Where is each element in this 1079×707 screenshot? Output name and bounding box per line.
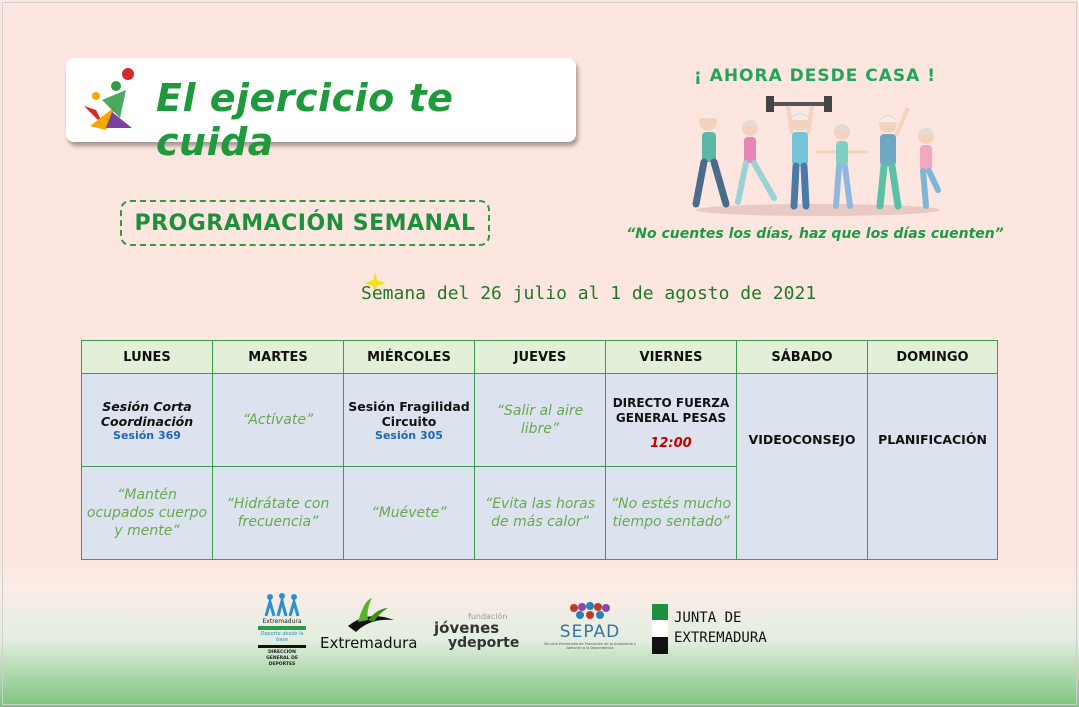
session-number: Sesión 369 xyxy=(113,428,181,442)
logo-text-line1: JUNTA DE xyxy=(674,610,742,626)
flag-icon xyxy=(652,604,668,654)
extremadura-deportes-logo xyxy=(256,592,308,674)
cell-sabado xyxy=(737,374,868,560)
cell-miercoles-session xyxy=(344,374,475,467)
logo-text xyxy=(674,608,767,648)
weekly-program-heading: PROGRAMACIÓN SEMANAL xyxy=(120,200,490,246)
session-title: Sesión Fragilidad Circuito xyxy=(348,398,470,429)
cell-jueves-tip xyxy=(475,374,606,467)
logo-text-line2: EXTREMADURA xyxy=(674,630,767,646)
cell-martes-tip-2 xyxy=(213,467,344,560)
table-row xyxy=(82,374,998,467)
logo-text-line1: jóvenes xyxy=(434,619,500,637)
logo-text: SEPAD xyxy=(559,622,621,642)
day-header-sabado: SÁBADO xyxy=(737,341,868,374)
cell-martes-tip xyxy=(213,374,344,467)
program-logo-box xyxy=(66,58,576,164)
fundacion-jovenes-deporte-logo xyxy=(434,612,534,652)
cell-viernes-live xyxy=(606,374,737,467)
bird-leaf-icon xyxy=(338,596,398,634)
tip-text: “Salir al aire libre” xyxy=(496,403,584,437)
tip-text: “Actívate” xyxy=(242,412,314,428)
logo-stripe xyxy=(258,645,306,648)
logo-text: Extremadura xyxy=(320,634,418,652)
session-title: Sesión Corta Coordinación xyxy=(100,398,194,429)
dots-cluster-icon xyxy=(568,602,612,622)
live-session-title: DIRECTO FUERZA GENERAL PESAS xyxy=(612,396,730,425)
cell-domingo xyxy=(868,374,998,560)
logo-stripe xyxy=(258,626,306,630)
motivational-quote: “No cuentes los días, haz que los días cuenten” xyxy=(626,226,1004,242)
live-session-time: 12:00 xyxy=(650,436,692,451)
day-header-martes: MARTES xyxy=(213,341,344,374)
cell-lunes-tip xyxy=(82,467,213,560)
day-header-miercoles: MIÉRCOLES xyxy=(344,341,475,374)
junta-extremadura-logo xyxy=(652,604,782,656)
tip-text: “No estés mucho tiempo sentado” xyxy=(610,496,732,530)
table-header-row xyxy=(82,341,998,374)
cell-jueves-tip-2 xyxy=(475,467,606,560)
tip-text: “Mantén ocupados cuerpo y mente” xyxy=(86,487,208,539)
logo-subtitle: DIRECCIÓN GENERAL DE DEPORTES xyxy=(266,650,298,667)
seniors-exercising-illustration xyxy=(690,94,946,218)
day-header-viernes: VIERNES xyxy=(606,341,737,374)
at-home-heading: ¡ AHORA DESDE CASA ! xyxy=(694,66,936,86)
cell-lunes-session xyxy=(82,374,213,467)
day-header-jueves: JUEVES xyxy=(475,341,606,374)
cell-viernes-tip xyxy=(606,467,737,560)
sabado-activity: VIDEOCONSEJO xyxy=(748,432,856,447)
sepad-logo xyxy=(540,602,640,658)
logo-text-line2: ydeporte xyxy=(448,635,520,651)
day-header-lunes: LUNES xyxy=(82,341,213,374)
logo-text xyxy=(434,621,534,636)
tip-text: “Muévete” xyxy=(371,505,447,521)
domingo-activity: PLANIFICACIÓN xyxy=(878,432,987,447)
logo-subtitle: Servicio Extremeño de Promoción de la Autonomía y Atención a la Dependencia xyxy=(543,642,637,650)
tip-text: “Hidrátate con frecuencia” xyxy=(226,496,330,530)
logo-small-text: fundación xyxy=(468,612,508,621)
sponsor-logos xyxy=(250,590,790,680)
runner-logo-icon xyxy=(76,66,138,134)
logo-tagline: Deporte desde la base xyxy=(260,631,304,643)
extremadura-logo xyxy=(320,596,416,660)
program-title: El ejercicio te cuida xyxy=(156,76,454,164)
cell-miercoles-tip xyxy=(344,467,475,560)
session-number: Sesión 305 xyxy=(375,428,443,442)
weekly-schedule-table xyxy=(81,340,998,560)
people-icon xyxy=(262,592,302,618)
day-header-domingo: DOMINGO xyxy=(868,341,998,374)
tip-text: “Evita las horas de más calor” xyxy=(484,496,596,530)
week-date-range: Semana del 26 julio al 1 de agosto de 2021 xyxy=(361,283,817,304)
logo-text: Extremadura xyxy=(262,618,302,625)
